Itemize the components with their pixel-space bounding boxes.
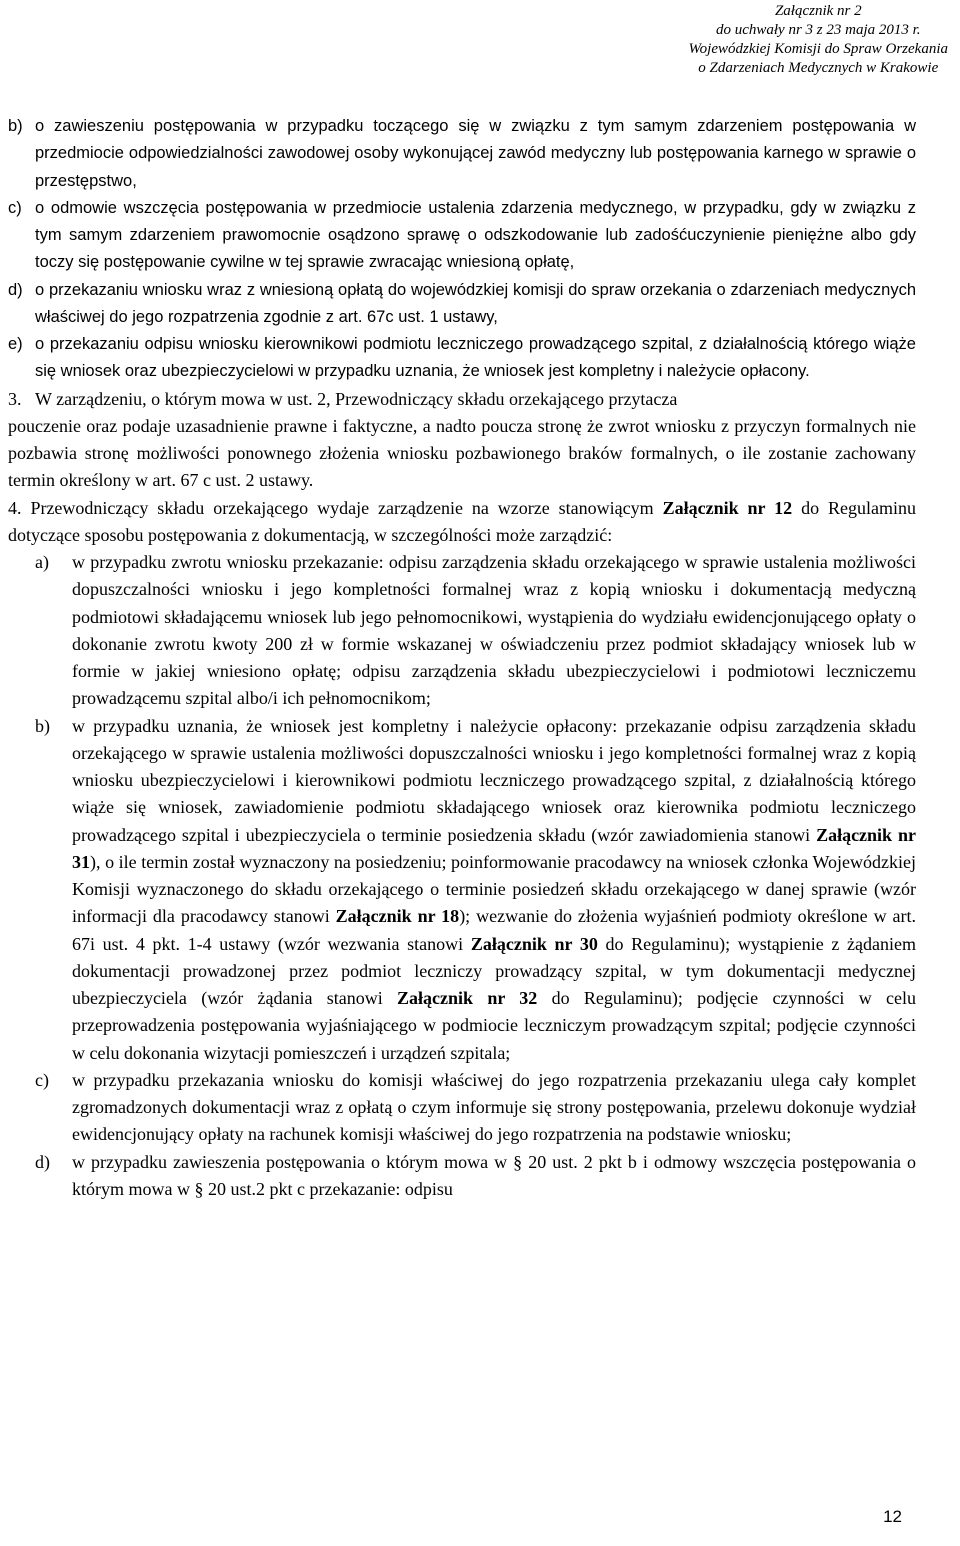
sub-item-text: do Regulaminu); podjęcie czynności w celu przeprowadzenia postępowania wyjaśniającego w podmiocie leczniczym prowadzącym szpital; podjęcie czynności w celu dokonania wizytacji pomieszczeń i urządzeń szpitala; <box>72 988 916 1063</box>
list-item-text: o przekazaniu wniosku wraz z wniesioną opłatą do wojewódzkiej komisji do spraw orzekania o zdarzeniach medycznych właściwej do jego rozpatrzenia zgodnie z art. 67c ust. 1 ustawy, <box>35 280 916 326</box>
point-4 <box>8 495 916 550</box>
sub-item-label: d) <box>35 1151 50 1172</box>
list-item-text: o odmowie wszczęcia postępowania w przedmiocie ustalenia zdarzenia medycznego, w przypadku, gdy w związku z tym samym zdarzeniem prawomocnie osądzono sprawę o odszkodowanie lub zadośćuczynienie pieniężne albo gdy toczy się postępowanie cywilne w tej sprawie zwracając wniesioną opłatę, <box>35 198 916 272</box>
list-item-label: e) <box>8 335 23 353</box>
sub-item-text: do Regulaminu); wystąpienie z żądaniem dokumentacji prowadzonej przez podmiot leczniczy prowadzący szpital, w tym dokumentacji medycznej ubezpieczyciela (wzór żądania stanowi <box>72 933 917 1008</box>
sub-item-text: w przypadku zawieszenia postępowania o którym mowa w § 20 ust. 2 pkt b i odmowy wszczęcia postępowania o którym mowa w § 20 ust.2 pkt c przekazanie: odpisu <box>72 1151 916 1199</box>
list-item-label: d) <box>8 280 23 299</box>
list-item-e <box>8 331 916 386</box>
sub-item-label: c) <box>35 1069 49 1090</box>
sub-item-text: ), o ile termin został wyznaczony na posiedzeniu; poinformowanie pracodawcy na wniosek członka Wojewódzkiej Komisji wyznaczonego do składu orzekającego o terminie posiedzeń składu orzekającego w danej sprawie (wzór informacji dla pracodawcy stanowi <box>72 851 916 927</box>
sub-item-d <box>8 1149 916 1204</box>
sub-item-label: b) <box>35 715 50 736</box>
list-item-text: o przekazaniu odpisu wniosku kierownikowi podmiotu leczniczego prowadzącego szpital, z działalnością którego wiąże się wniosek oraz ubezpieczycielowi w przypadku uznania, że wniosek jest kompletny i należycie opłacony. <box>35 335 916 381</box>
point-3 <box>8 386 916 495</box>
annex-ref-18: Załącznik nr 18 <box>335 906 460 927</box>
header-resolution: do uchwały nr 3 z 23 maja 2013 r. <box>715 22 921 38</box>
point-3-label: 3. <box>8 388 22 409</box>
point-3-text: W zarządzeniu, o którym mowa w ust. 2, Przewodniczący składu orzekającego przytacza <box>35 388 678 409</box>
point-3-first-line <box>8 386 916 413</box>
sub-item-c <box>8 1067 916 1149</box>
sub-item-text: ); wezwanie do złożenia wyjaśnień podmioty określone w art. 67i ust. 4 pkt. 1-4 ustawy (wzór wezwania stanowi <box>72 906 917 954</box>
point-4-text-a: Przewodniczący składu orzekającego wydaje zarządzenie na wzorze stanowiącym <box>30 497 654 518</box>
document-header <box>689 2 948 78</box>
list-item-label: b) <box>8 117 23 135</box>
header-commission-location: o Zdarzeniach Medycznych w Krakowie <box>698 60 939 76</box>
page-number: 12 <box>883 1507 902 1526</box>
list-item-text: o zawieszeniu postępowania w przypadku toczącego się w związku z tym samym zdarzeniem postępowania w przedmiocie odpowiedzialności zawodowej osoby wykonującej zawód medyczny lub postępowania karnego w sprawie o przestępstwo, <box>35 117 916 190</box>
list-item-c <box>8 195 916 277</box>
sub-item-text: w przypadku zwrotu wniosku przekazanie: odpisu zarządzenia składu orzekającego w sprawie ustalenia możliwości dopuszczalności wniosku i jego kompletności formalnej wraz z kopią wniosku i dokumentacją medyczną podmiotowi składającemu wniosek lub jego pełnomocnikowi, wystąpienia do wydziału ewidencjonującego opłaty o dokonanie zwrotu kwoty 200 zł w formie wskazanej w oświadczeniu przez podmiot składający wniosek lub w formie w jakiej wniesiono opłatę; odpisu zarządzenia składu ubezpieczycielowi i podmiotowi leczniczemu prowadzącemu szpital albo/i ich pełnomocnikom; <box>72 552 916 709</box>
sub-item-text: w przypadku uznania, że wniosek jest kompletny i należycie opłacony: przekazanie odpisu zarządzenia składu orzekającego w sprawie ustalenia możliwości dopuszczalności wniosku i jego kompletności formalnej wraz z kopią wniosku ubezpieczycielowi i kierownikowi podmiotu leczniczego prowadzącego szpital, z działalnością którego wiąże się wniosek, zawiadomienie podmiotu składającego wniosek oraz kierownika podmiotu leczniczego prowadzącego szpital i ubezpieczyciela o terminie posiedzenia składu (wzór zawiadomienia stanowi <box>72 715 916 845</box>
point-3-continuation: pouczenie oraz podaje uzasadnienie prawne i faktyczne, a nadto poucza stronę że zwrot wniosku z przyczyn formalnych nie pozbawia stronę możliwości ponownego złożenia wniosku pozbawionego braków formalnych, o ile zostanie zachowany termin określony w art. 67 c ust. 2 ustawy. <box>8 415 916 491</box>
list-item-label: c) <box>8 198 22 217</box>
sub-item-b <box>8 713 916 1067</box>
sub-item-text: w przypadku przekazania wniosku do komisji właściwej do jego rozpatrzenia przekazaniu ulega cały komplet zgromadzonych dokumentacji wraz z opłatą o czym informuje się strony postępowania, przelewu dokonuje wydział ewidencjonujący opłaty na rachunek komisji właściwej do jego rozpatrzenia na podstawie wniosku; <box>72 1069 916 1145</box>
document-body <box>8 113 916 1203</box>
annex-ref-31: Załącznik nr 31 <box>72 824 917 872</box>
header-commission: Wojewódzkiej Komisji do Spraw Orzekania <box>688 41 948 57</box>
sub-item-a <box>8 549 916 713</box>
point-4-text-b: do Regulaminu dotyczące sposobu postępowania z dokumentacją, w szczególności może zarządzić: <box>8 497 916 545</box>
list-item-b <box>8 113 916 195</box>
annex-ref-32: Załącznik nr 32 <box>397 988 538 1008</box>
sub-item-label: a) <box>35 552 49 572</box>
point-4-annex-ref: Załącznik nr 12 <box>662 497 793 518</box>
annex-ref-30: Załącznik nr 30 <box>470 933 598 954</box>
header-annex-label: Załącznik nr 2 <box>774 3 862 19</box>
list-item-d <box>8 277 916 332</box>
point-4-label: 4. <box>8 497 22 518</box>
